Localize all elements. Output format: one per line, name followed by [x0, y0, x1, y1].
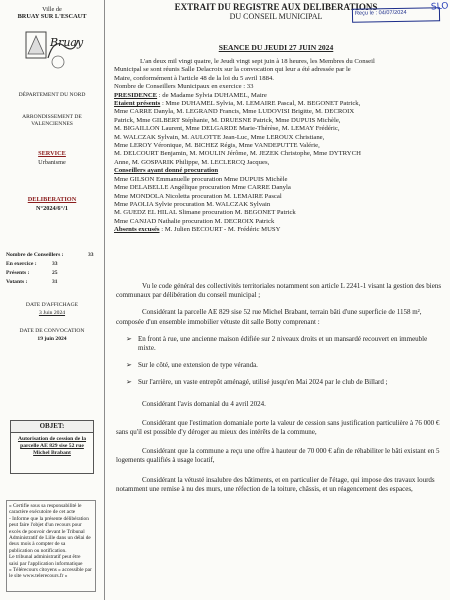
notice-line: peut faire l'objet d'un recours pour: [9, 522, 82, 529]
body-block: [116, 282, 442, 494]
presents-line: M. BIGAILLON Laurent, Mme DELGARDE Marie-Thérèse, M. LEMAY Frédéric,: [114, 125, 340, 133]
presidence-value: : de Madame Sylvia DUHAMEL, Maire: [158, 91, 267, 99]
deliberation-label: DELIBERATION: [27, 196, 77, 203]
intro-line: Maire, conformément à l'article 48 de la loi du 5 avril 1884.: [114, 74, 274, 82]
votants-value: 31: [52, 279, 58, 285]
procuration-label: Conseillers ayant donné procuration: [114, 167, 219, 175]
notice-line: deux mois à compter de sa: [9, 541, 66, 548]
absents-label: Absents excusés: [114, 226, 160, 234]
intro-line: Municipal se sont réunis Salle Delacroix sur la convocation qui leur a été adressée par le: [114, 66, 351, 74]
procuration-line: Mme DELABELLE Angélique procuration Mme CARRE Danyla: [114, 184, 291, 192]
notice-line: le site www.telerecours.fr »: [9, 573, 68, 580]
presents-value: 25: [52, 270, 58, 276]
exercice-value: 33: [52, 261, 58, 267]
absents-value: : M. Julien BECOURT - M. Frédéric MUSY: [161, 226, 281, 234]
paragraph-vetuste: Considérant la vétusté insalubre des bâtiments, et en particulier de l'étage, qui impose des travaux lourds notamment une remise à nu des murs, une réfection de la toiture, châssis, et un réagencement des espaces,: [116, 475, 435, 493]
notice-line: caractère exécutoire de cet acte: [9, 509, 76, 516]
bullet-text: Sur l'arrière, un vaste entrepôt aménagé, utilisé jusqu'en Mai 2024 par le club de Billard ;: [138, 378, 388, 387]
presents-line: M. DELCOURT Benjamin, M. MOULIN Jérôme, M. JEZEK Christophe, Mme DYTRYCH: [114, 150, 361, 158]
city-name: BRUAY SUR L'ESCAUT: [17, 13, 87, 20]
notice-line: Le tribunal administratif peut être: [9, 554, 81, 561]
presents-line: : Mme DUHAMEL Sylvia, M. LEMAIRE Pascal, M. BEGONET Patrick,: [161, 100, 361, 108]
notice-line: « Télérecours citoyens » accessible par: [9, 567, 92, 574]
bullet-text: En front à rue, une ancienne maison édifiée sur 2 niveaux droits et un mansardé recouvert en immeuble mixte.: [138, 334, 428, 353]
objet-title: OBJET:: [11, 421, 93, 433]
paragraph-avis-domanial: Considérant l'avis domanial du 4 avril 2024.: [142, 399, 266, 408]
presents-line: M. WALCZAK Sylvain, M. AULOTTE Jean-Luc, Mme LEROUX Christiane,: [114, 133, 325, 141]
presents-line: Patrick, Mme GILBERT Stéphanie, M. DRUESNE Patrick, Mme DUPUIS Michèle,: [114, 116, 341, 124]
main-content: [106, 0, 449, 600]
votants-label: Votants :: [6, 279, 28, 285]
paragraph-estimation: Considérant que l'estimation domaniale porte la valeur de cession sans justification particulière à 76 000 € sans qu'il est possible d'y déroger au mieux des intérêts de la commune,: [116, 418, 440, 437]
procuration-line: Mme GILSON Emmanuelle procuration Mme DUPUIS Michèle: [114, 175, 288, 183]
affichage-date: 3 Juin 2024: [38, 310, 66, 316]
notice-line: - Informe que la présente délibération: [9, 515, 89, 522]
notice-line: publication ou notification.: [9, 547, 67, 554]
reception-stamp: Reçu le : 04/07/2024: [352, 7, 440, 23]
notice-line: Administratif de Lille dans un délai de: [9, 535, 91, 542]
paragraph-considerant-parcelle: Considérant la parcelle AE 829 sise 52 rue Michel Brabant, terrain bâti d'une superficie de 1158 m², composée d'un ensemble immobilier vétuste dit salle Botty comprenant :: [116, 308, 422, 326]
service-label: SERVICE: [38, 150, 66, 157]
intro-block: [114, 58, 440, 235]
procuration-line: Mme PAOLIA Sylvie procuration M. WALCZAK Sylvain: [114, 200, 271, 208]
affichage-label: DATE D'AFFICHAGE: [25, 302, 79, 308]
objet-text: Autorisation de cession de la parcelle AE 829 sise 52 rue Michel Brabant: [17, 436, 87, 456]
intro-line: L'an deux mil vingt quatre, le Jeudi vingt sept juin à 18 heures, les Membres du Conseil: [140, 58, 375, 65]
service-value: Urbanisme: [38, 159, 66, 166]
conseillers-value: 33: [88, 252, 94, 258]
bullet-item: [116, 361, 442, 370]
department: DÉPARTEMENT DU NORD: [18, 92, 86, 98]
notice-line: « Certifie sous sa responsabilité le: [9, 503, 82, 509]
conseillers-label: Nombre de Conseillers :: [6, 252, 64, 258]
convocation-label: DATE DE CONVOCATION: [19, 328, 85, 334]
paragraph-vu: Vu le code général des collectivités territoriales notamment son article L 2241-1 visant la gestion des biens communaux par délibération du conseil municipal ;: [116, 282, 442, 300]
arrondissement: ARRONDISSEMENT DE VALENCIENNES: [22, 114, 82, 127]
arrow-bullet-icon: ➢: [126, 334, 132, 343]
paragraph-offre: Considérant que la commune a reçu une offre à hauteur de 70 000 € afin de réhabiliter le bâti existant en 5 logements qualifiés à usage locatif,: [116, 447, 440, 465]
bullet-item: [116, 378, 442, 387]
convocation-date: 19 juin 2024: [37, 336, 67, 342]
arrow-bullet-icon: ➢: [126, 361, 132, 370]
title-line-2: DU CONSEIL MUNICIPAL: [229, 12, 323, 21]
procuration-line: Mme MONDOLA Nicoletta procuration M. LEMAIRE Pascal: [114, 192, 282, 200]
procuration-line: M. GUEDZ EL HILAL Slimane procuration M. BEGONET Patrick: [114, 209, 296, 217]
exercice-label: En exercice :: [6, 261, 37, 267]
procuration-line: Mme CANJAD Nathalie procuration M. DECROIX Patrick: [114, 217, 275, 225]
presidence-label: PRESIDENCE: [114, 91, 158, 99]
presents-line: Mme CARRE Danyla, M. LEGRAND Francis, Mme LUDOVISI Brigitte, M. DECROIX: [114, 108, 355, 116]
presents-line: Mme LEROY Véronique, M. BICHEZ Régis, Mme VANDEPUTTE Valérie,: [114, 142, 320, 150]
notice-line: saisi par l'application informatique: [9, 560, 83, 567]
handwritten-mark: SLO: [430, 1, 449, 13]
presents-label: Etaient présents: [114, 100, 161, 108]
city-logo: [24, 28, 84, 72]
notice-line: excès de pouvoir devant le Tribunal: [9, 528, 85, 535]
objet-box: [10, 420, 94, 474]
intro-line: Nombre de Conseillers Municipaux en exercice : 33: [114, 83, 254, 91]
city-header: Ville de: [42, 6, 62, 13]
seance-title: SEANCE DU JEUDI 27 JUIN 2024: [218, 43, 334, 52]
legal-notice: [6, 500, 96, 592]
logo-text: Bruay: [50, 36, 84, 49]
bullet-item: [116, 335, 442, 353]
title-line-1: EXTRAIT DU REGISTRE AUX DELIBERATIONS: [174, 2, 378, 12]
city-logo-icon: [24, 28, 80, 72]
presents-line: Anne, M. GOSPARIK Philippe, M. LECLERCQ Jacques,: [114, 158, 270, 166]
bullet-text: Sur le côté, une extension de type véranda.: [138, 361, 258, 370]
presents-label: Présents :: [6, 270, 30, 276]
left-margin-column: [0, 0, 105, 600]
deliberation-number: N°2024/6°/1: [36, 205, 68, 212]
arrow-bullet-icon: ➢: [126, 378, 132, 387]
